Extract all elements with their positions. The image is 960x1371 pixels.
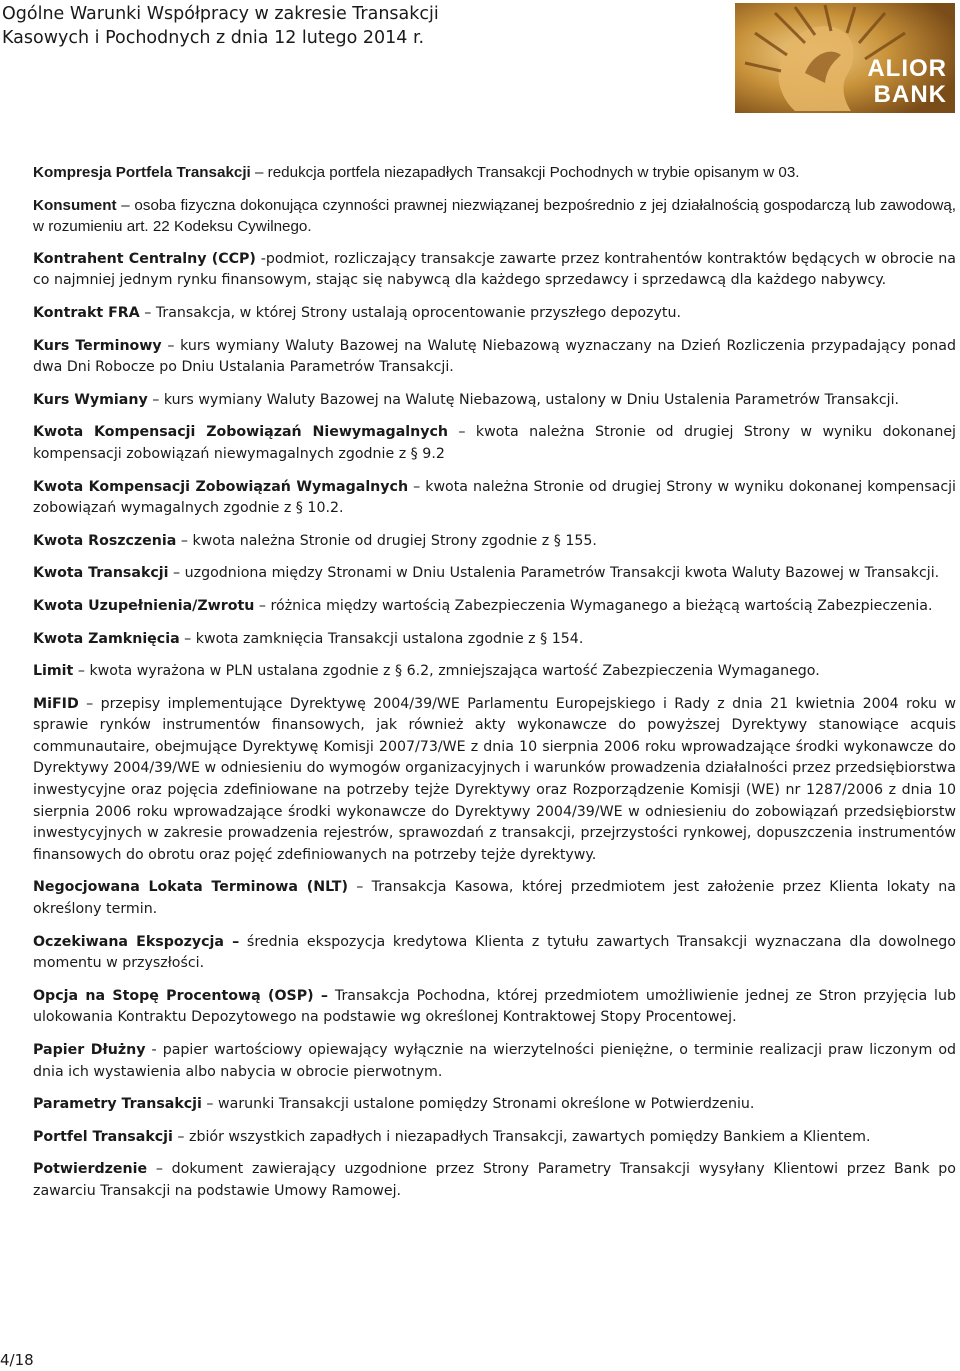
definition-entry [33,877,956,920]
definition-entry [33,986,956,1029]
definition-term: Kurs Wymiany [33,391,148,408]
document-title-line-2: Kasowych i Pochodnych z dnia 12 lutego 2014 r. [2,28,425,48]
definition-entry [33,932,956,975]
definition-entry [33,1159,956,1202]
definition-entry [33,629,956,651]
definition-text: -podmiot, rozliczający transakcje zawarte przez kontrahentów kontraktów będących w obrocie na co najmniej jednym rynku finansowym, stając się nabywcą dla każdego sprzedawcy i sprzedawcą dla każdego nabywcy. [33,250,956,289]
definition-text: – kwota należna Stronie od drugiej Strony zgodnie z § 155. [176,532,597,549]
definition-term: Potwierdzenie [33,1161,148,1178]
definition-entry [33,596,956,618]
definition-term: Opcja na Stopę Procentową (OSP) – [33,987,329,1004]
definition-text: – kwota wyrażona w PLN ustalana zgodnie z § 6.2, zmniejszająca wartość Zabezpieczenia Wymaganego. [73,663,820,680]
definition-term: Kurs Terminowy [33,337,162,354]
definition-entry [33,661,956,683]
definition-entry [33,477,956,520]
document-title [2,2,439,50]
definition-text: Transakcja Pochodna, której przedmiotem umożliwienie jednej ze Stron przyjęcia lub ulokowania Kontraktu Depozytowego na podstawie wg określonej Kontraktowej Stopy Procentowej. [33,987,956,1026]
definition-entry [33,336,956,379]
definition-term: Kwota Transakcji [33,565,169,582]
definition-text: – uzgodniona między Stronami w Dniu Ustalenia Parametrów Transakcji kwota Waluty Bazowej w Transakcji. [168,565,940,582]
document-title-line-1: Ogólne Warunki Współpracy w zakresie Transakcji [2,4,439,24]
definition-text: – przepisy implementujące Dyrektywę 2004/39/WE Parlamentu Europejskiego i Rady z dnia 21 kwietnia 2004 roku w sprawie rynków instrumentów finansowych, jak również akty wykonawcze do powyższej Dyrektywy stanowiące acquis communautaire, obejmujące Dyrektywę Komisji 2007/73/WE z dnia 10 sierpnia 2006 roku wprowadzające środki wykonawcze do Dyrektywy 2004/39/WE w odniesieniu do wymogów organizacyjnych i warunków prowadzenia działalności przez przedsiębiorstwa inwestycyjne oraz pojęcia zdefiniowane na potrzeby tejże Dyrektywy oraz Rozporządzenie Komisji (WE) nr 1287/2006 z dnia 10 sierpnia 2006 roku wprowadzające środki wykonawcze do Dyrektywy 2004/39/WE w odniesieniu do zobowiązań przedsiębiorstw inwestycyjnych w zakresie prowadzenia rejestrów, sprawozdań z transakcji, przejrzystości rynkowej, dopuszczenia instrumentów finansowych do obrotu oraz pojęć zdefiniowanych na potrzeby tejże dyrektywy. [33,695,956,863]
definition-text: – kurs wymiany Waluty Bazowej na Walutę Niebazową, ustalony w Dniu Ustalenia Parametrów Transakcji. [147,391,900,408]
definitions-list [33,162,956,1214]
definition-text: – osoba fizyczna dokonująca czynności prawnej niezwiązanej bezpośrednio z jej działalnością gospodarczą lub zawodową, w rozumieniu art. 22 Kodeksu Cywilnego. [33,196,956,236]
definition-text: – redukcja portfela niezapadłych Transakcji Pochodnych w trybie opisanym w 03. [250,164,800,181]
definition-term: Kwota Roszczenia [33,532,177,549]
definition-entry [33,422,956,465]
definition-term: Kontrakt FRA [33,304,140,321]
definition-text: – zbiór wszystkich zapadłych i niezapadłych Transakcji, zawartych pomiędzy Bankiem a Klientem. [172,1128,871,1145]
definition-text: – Transakcja, w której Strony ustalają oprocentowanie przyszłego depozytu. [139,304,681,321]
definition-entry [33,249,956,292]
definition-term: Papier Dłużny [33,1042,146,1058]
page-number: 4/18 [0,1351,34,1369]
definition-term: Kwota Zamknięcia [33,630,180,647]
definition-term: Kwota Uzupełnienia/Zwrotu [33,597,255,614]
definition-term: Kontrahent Centralny (CCP) [33,250,256,267]
definition-text: – różnica między wartością Zabezpieczenia Wymaganego a bieżącą wartością Zabezpieczenia. [254,597,933,614]
definition-text: – kwota należna Stronie od drugiej Strony w wyniku dokonanej kompensacji zobowiązań niewymagalnych zgodnie z § 9.2 [33,424,956,462]
definition-term: MiFID [33,695,79,712]
definition-entry [33,195,956,238]
logo-word-alior: ALIOR [867,55,947,82]
definition-entry [33,1094,956,1116]
definition-text: - papier wartościowy opiewający wyłącznie na wierzytelności pieniężne, o terminie realizacji praw liczonym od dnia ich wystawienia albo nabycia w obrocie pierwotnym. [33,1042,957,1080]
definition-text: – Transakcja Kasowa, której przedmiotem jest założenie przez Klienta lokaty na określony termin. [33,879,956,918]
definition-entry [33,390,956,412]
alior-bank-logo [735,3,955,113]
definition-term: Portfel Transakcji [33,1128,173,1145]
definition-term: Parametry Transakcji [33,1096,202,1113]
definition-term: Konsument [33,196,117,214]
definition-entry [33,1127,956,1149]
definition-term: Kompresja Portfela Transakcji [33,164,251,181]
definition-entry [33,162,956,184]
definition-term: Oczekiwana Ekspozycja – [33,933,240,950]
definition-text: – dokument zawierający uzgodnione przez Strony Parametry Transakcji wysyłany Klientowi przez Bank po zawarciu Transakcji na podstawie Umowy Ramowej. [33,1161,956,1199]
definition-entry [33,531,956,553]
logo-word-bank: BANK [873,81,947,108]
definition-term: Kwota Kompensacji Zobowiązań Niewymagalnych [33,424,448,441]
definition-term: Negocjowana Lokata Terminowa (NLT) [33,879,348,896]
definition-term: Kwota Kompensacji Zobowiązań Wymagalnych [33,478,409,495]
definition-entry [33,303,956,325]
definition-text: – kwota zamknięcia Transakcji ustalona zgodnie z § 154. [179,630,584,647]
definition-entry [33,694,956,867]
definition-entry [33,563,956,585]
definition-entry [33,1040,956,1083]
definition-text: – kwota należna Stronie od drugiej Strony w wyniku dokonanej kompensacji zobowiązań wymagalnych zgodnie z § 10.2. [33,478,956,517]
definition-text: średnia ekspozycja kredytowa Klienta z tytułu zawartych Transakcji wyznaczana dla dowolnego momentu w przyszłości. [33,933,956,972]
definition-term: Limit [33,663,74,680]
definition-text: – warunki Transakcji ustalone pomiędzy Stronami określone w Potwierdzeniu. [201,1096,755,1113]
definition-text: – kurs wymiany Waluty Bazowej na Walutę Niebazową wyznaczany na Dzień Rozliczenia przypadający ponad dwa Dni Robocze po Dniu Ustalania Parametrów Transakcji. [33,337,956,376]
